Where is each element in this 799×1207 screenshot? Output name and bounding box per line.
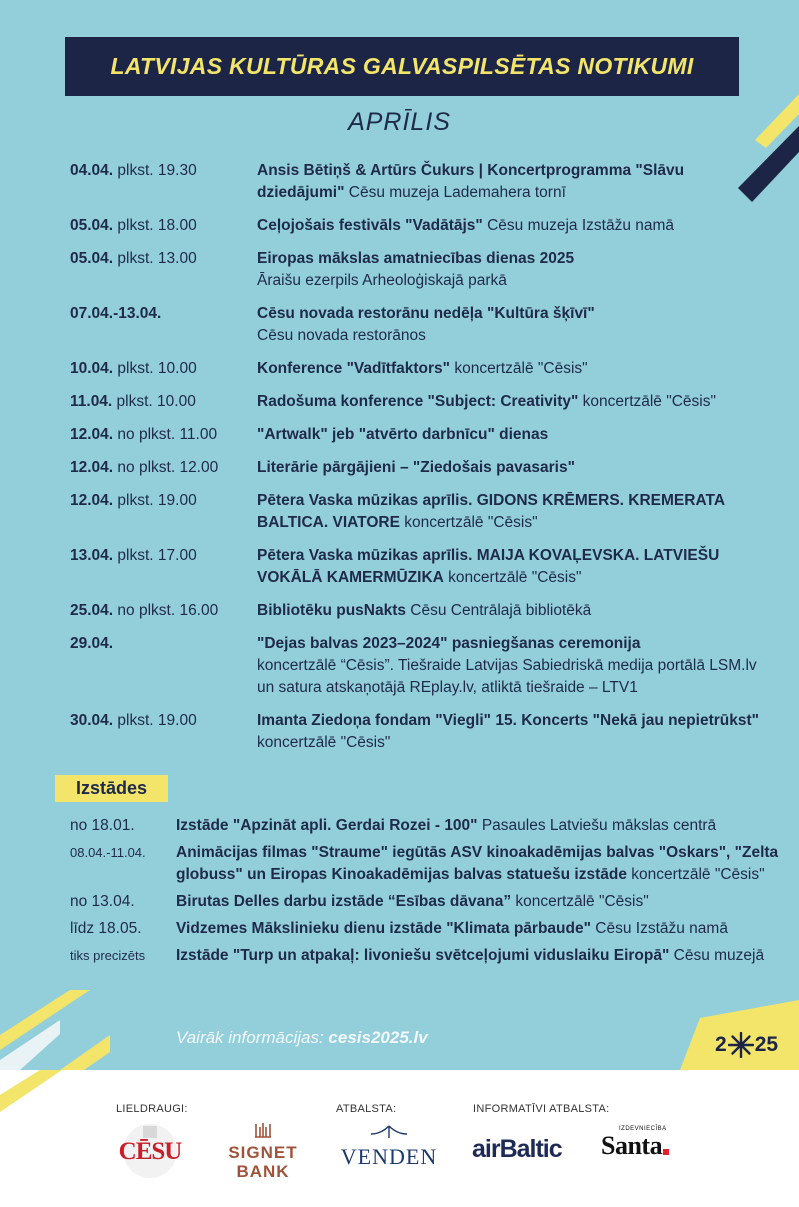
event-body [257,424,770,446]
event-row [70,160,770,204]
santa-wordmark [601,1132,669,1160]
event-date: 04.04. [70,162,114,179]
exhibit-row [70,815,790,837]
label-info-atbalsta: INFORMATĪVI ATBALSTA: [473,1103,610,1115]
exhibits-heading: Izstādes [55,775,168,802]
santa-text: Santa [601,1131,663,1160]
event-date-time [70,600,257,622]
event-title: "Dejas balvas 2023–2024" pasniegšanas ceremonija [257,635,641,652]
exhibit-place: Cēsu Izstāžu namā [590,920,728,937]
more-info-prefix: Vairāk informācijas: [176,1028,329,1047]
event-time: no plkst. 11.00 [113,426,218,443]
event-row [70,633,770,699]
event-date: 30.04. [70,712,114,729]
event-title: "Artwalk" jeb "atvērto darbnīcu" dienas [257,426,549,443]
month-heading: APRĪLIS [348,108,451,136]
event-body [257,545,770,589]
exhibit-body [176,945,786,967]
event-place: koncertzālē "Cēsis" [443,569,582,586]
event-date-time [70,633,257,699]
exhibit-date: no 13.04. [70,893,135,910]
event-time: plkst. 13.00 [113,250,197,267]
event-place: Cēsu muzeja Lademahera tornī [344,184,566,201]
decor-stripe-footer [0,1070,70,1120]
event-date-time [70,545,257,589]
event-row [70,545,770,589]
event-time: plkst. 10.00 [112,393,196,410]
exhibit-title: Izstāde "Turp un atpakaļ: livoniešu svētceļojumi viduslaiku Eiropā" [176,947,670,964]
exhibits-list [70,815,790,972]
event-time: no plkst. 16.00 [113,602,219,619]
exhibit-date: no 18.01. [70,817,135,834]
event-row [70,457,770,479]
exhibit-place: Pasaules Latviešu mākslas centrā [477,817,717,834]
exhibit-date: tiks precizēts [70,948,146,963]
event-place: Āraišu ezerpils Arheoloģiskajā parkā [257,272,507,289]
exhibit-row [70,945,790,967]
event-body [257,600,770,622]
event-body [257,633,770,699]
event-body [257,215,770,237]
exhibit-place: koncertzālē "Cēsis" [511,893,649,910]
event-date-time [70,303,257,347]
event-body [257,710,770,754]
signet-bank-logo [218,1122,308,1181]
event-date: 13.04. [70,547,114,564]
event-time: plkst. 19.00 [113,492,197,509]
event-title: Ansis Bētiņš & Artūrs Čukurs | Koncertprogramma "Slāvu dziedājumi" [257,162,685,201]
event-title: Bibliotēku pusNakts [257,602,406,619]
exhibit-title: Birutas Delles darbu izstāde “Esības dāvana” [176,893,512,910]
event-date-time [70,358,257,380]
signet-line1: SIGNET [228,1143,298,1162]
event-row [70,215,770,237]
event-time: no plkst. 12.00 [113,459,219,476]
events-list [70,160,770,765]
airbaltic-logo: airBaltic [472,1135,562,1163]
event-date: 07.04.-13.04. [70,305,162,322]
venden-drop-icon [369,1124,409,1140]
venden-logo [334,1124,444,1169]
badge-left: 2 [715,1033,727,1056]
event-date-time [70,391,257,413]
event-date-time [70,160,257,204]
exhibit-place: koncertzālē "Cēsis" [626,866,765,883]
event-time: plkst. 17.00 [113,547,197,564]
event-row [70,490,770,534]
event-date: 11.04. [70,393,113,410]
event-title: Ceļojošais festivāls "Vadātājs" [257,217,483,234]
event-row [70,248,770,292]
event-title: Literārie pārgājieni – "Ziedošais pavasaris" [257,459,575,476]
event-place: koncertzālē "Cēsis" [399,514,538,531]
exhibit-row [70,918,790,940]
more-info [176,1028,428,1048]
event-date-time [70,710,257,754]
event-place: Cēsu Centrālajā bibliotēkā [406,602,592,619]
venden-text: VENDEN [340,1144,438,1169]
event-time: plkst. 19.30 [113,162,197,179]
santa-small-text: IZDEVNIECĪBA [619,1126,667,1132]
event-place: koncertzālē "Cēsis" [257,734,391,751]
santa-dot-icon [663,1149,669,1155]
signet-castle-icon [254,1122,272,1138]
event-body [257,358,770,380]
sun-star-icon [728,1032,754,1058]
event-date: 10.04. [70,360,114,377]
exhibit-place: Cēsu muzejā [669,947,765,964]
event-body [257,457,770,479]
event-row [70,391,770,413]
event-place: koncertzālē "Cēsis" [450,360,588,377]
label-atbalsta: ATBALSTA: [336,1103,397,1115]
exhibit-body [176,918,786,940]
event-row [70,710,770,754]
exhibit-body [176,842,786,886]
exhibit-row [70,891,790,913]
exhibit-body [176,891,786,913]
event-title: Pētera Vaska mūzikas aprīlis. GIDONS KRĒMERS. KREMERATA BALTICA. VIATORE [257,492,725,531]
event-title: Imanta Ziedoņa fondam "Viegli" 15. Koncerts "Nekā jau nepietrūkst" [257,712,759,729]
event-title: Pētera Vaska mūzikas aprīlis. MAIJA KOVAĻEVSKA. LATVIEŠU VOKĀLĀ KAMERMŪZIKA [257,547,720,586]
event-title: Konference "Vadītfaktors" [257,360,451,377]
event-title: Eiropas mākslas amatniecības dienas 2025 [257,250,575,267]
event-row [70,600,770,622]
event-body [257,303,770,347]
event-date: 05.04. [70,217,114,234]
event-date: 12.04. [70,426,114,443]
event-row [70,358,770,380]
event-date: 05.04. [70,250,114,267]
exhibit-title: Animācijas filmas "Straume" iegūtās ASV kinoakadēmijas balvas "Oskars", "Zelta globuss" un Eiropas Kinoakadēmijas balvas statuešu izstāde [176,844,779,883]
event-body [257,490,770,534]
event-row [70,424,770,446]
event-time: plkst. 10.00 [113,360,197,377]
page-title: LATVIJAS KULTŪRAS GALVASPILSĒTAS NOTIKUMI [65,37,739,96]
year-badge [715,1032,778,1058]
event-time: plkst. 18.00 [113,217,197,234]
event-place: Cēsu novada restorānos [257,327,426,344]
event-body [257,160,770,204]
event-body [257,391,770,413]
event-date: 12.04. [70,492,114,509]
event-date-time [70,424,257,446]
cesu-logo-text: CĒSU [118,1138,182,1165]
event-body [257,248,770,292]
cesu-logo [110,1122,190,1180]
event-date: 12.04. [70,459,114,476]
event-place: Cēsu muzeja Izstāžu namā [482,217,675,234]
event-title: Cēsu novada restorānu nedēļa "Kultūra šķīvī" [257,305,595,322]
event-place: koncertzālē "Cēsis" [578,393,716,410]
exhibit-body [176,815,786,837]
exhibit-title: Vidzemes Mākslinieku dienu izstāde "Klimata pārbaude" [176,920,591,937]
exhibit-date: līdz 18.05. [70,920,142,937]
event-date-time [70,215,257,237]
exhibit-title: Izstāde "Apzināt apli. Gerdai Rozei - 100" [176,817,478,834]
event-date: 25.04. [70,602,114,619]
event-date-time [70,457,257,479]
badge-right: 25 [754,1033,779,1056]
event-time: plkst. 19.00 [113,712,197,729]
label-lieldraugi: LIELDRAUGI: [116,1103,188,1115]
event-date-time [70,248,257,292]
more-info-link[interactable]: cesis2025.lv [328,1028,428,1047]
exhibit-row [70,842,790,886]
event-date-time [70,490,257,534]
event-row [70,303,770,347]
decor-stripes-bottom-left [0,990,110,1070]
exhibit-date: 08.04.-11.04. [70,845,146,860]
event-date: 29.04. [70,635,114,652]
event-place: koncertzālē “Cēsis”. Tiešraide Latvijas Sabiedriskā medija portālā LSM.lv un satura atskaņotājā REplay.lv, atliktā tiešraide – LTV1 [257,657,757,696]
santa-logo [601,1126,669,1160]
event-title: Radošuma konference "Subject: Creativity" [257,393,579,410]
signet-line2: BANK [236,1162,290,1181]
